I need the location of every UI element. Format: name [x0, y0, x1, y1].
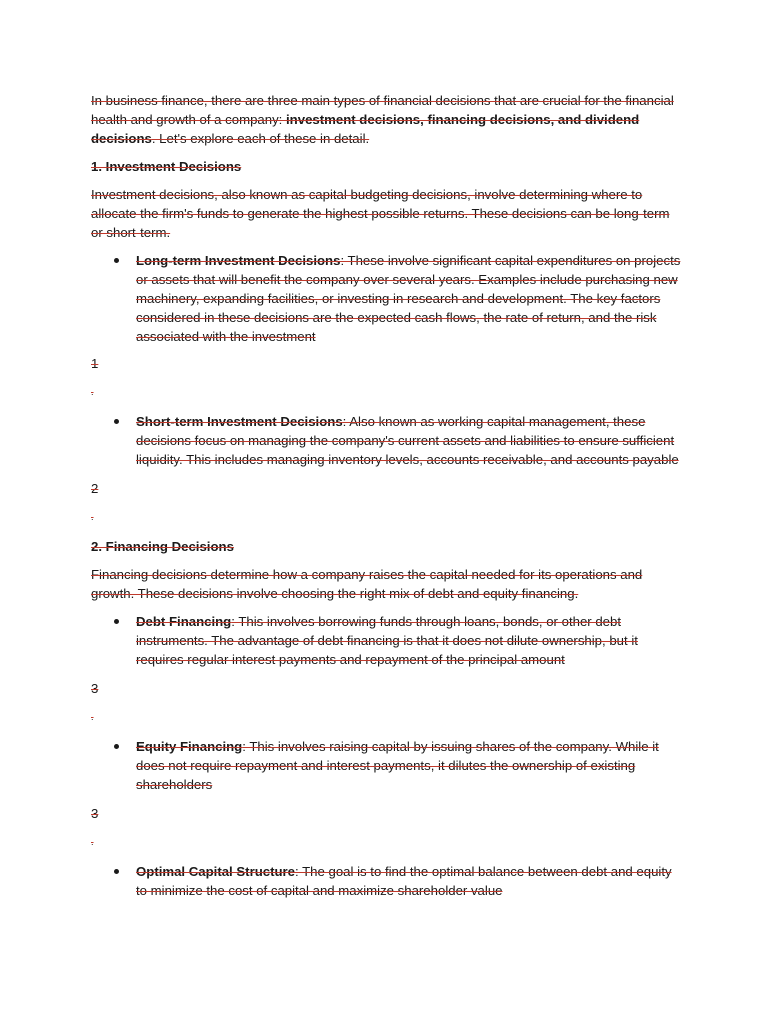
intro-paragraph: [91, 91, 681, 148]
footnote-ref: 3: [91, 806, 99, 821]
short-term-text: : Also known as working capital management, these decisions focus on managing the company's current assets and liabilities to ensure sufficient liquidity. This includes managing inventory levels, accounts receivable, and accounts payable: [136, 414, 679, 467]
list-item: [136, 412, 681, 469]
footnote-ref: 2: [91, 481, 99, 496]
long-term-title: Long-term Investment Decisions: [136, 253, 341, 268]
list-item: [136, 612, 681, 669]
list-item: [136, 862, 681, 900]
intro-tail: . Let's explore each of these in detail.: [151, 131, 370, 146]
intro-bold: investment decisions, financing decisions, and dividend decisions: [91, 112, 640, 146]
equity-title: Equity Financing: [136, 739, 243, 754]
short-term-title: Short-term Investment Decisions: [136, 414, 343, 429]
bullet-icon: [114, 744, 119, 749]
document-page: [91, 91, 681, 900]
debt-title: Debt Financing: [136, 614, 232, 629]
financing-description: Financing decisions determine how a company raises the capital needed for its operations and growth. These decisions involve choosing the right mix of debt and equity financing.: [91, 567, 643, 601]
intro-lead: In business finance, there are three main types of financial decisions that are crucial for the financial health and growth of a company:: [91, 93, 674, 127]
equity-text: : This involves raising capital by issuing shares of the company. While it does not require repayment and interest payments, it dilutes the ownership of existing shareholders: [136, 739, 659, 792]
financing-list-equity: [91, 737, 681, 794]
debt-text: : This involves borrowing funds through loans, bonds, or other debt instruments. The advantage of debt financing is that it does not dilute ownership, but it requires regular interest payments and repayment of the principal amount: [136, 614, 638, 667]
optimal-title: Optimal Capital Structure: [136, 864, 296, 879]
financing-list-optimal: [91, 862, 681, 900]
investment-list-long: [91, 251, 681, 346]
investment-list-short: [91, 412, 681, 469]
footnote-dot: .: [91, 512, 94, 522]
footnote-ref: 3: [91, 681, 99, 696]
bullet-icon: [114, 258, 119, 263]
financing-heading: 2. Financing Decisions: [91, 539, 234, 554]
footnote-dot: .: [91, 387, 94, 397]
bullet-icon: [114, 869, 119, 874]
optimal-text: : The goal is to find the optimal balance between debt and equity to minimize the cost of capital and maximize shareholder value: [136, 864, 672, 898]
footnote-dot: .: [91, 837, 94, 847]
investment-description: Investment decisions, also known as capital budgeting decisions, involve determining where to allocate the firm's funds to generate the highest possible returns. These decisions can be long-term or short-term.: [91, 187, 670, 240]
footnote-dot: .: [91, 712, 94, 722]
long-term-text: : These involve significant capital expenditures on projects or assets that will benefit the company over several years. Examples include purchasing new machinery, expanding facilities, or investing in research and development. The key factors considered in these decisions are the expected cash flows, the rate of return, and the risk associated with the investment: [136, 253, 681, 344]
bullet-icon: [114, 619, 119, 624]
list-item: [136, 251, 681, 346]
financing-list-debt: [91, 612, 681, 669]
footnote-ref: 1: [91, 356, 99, 371]
list-item: [136, 737, 681, 794]
investment-heading: 1. Investment Decisions: [91, 159, 242, 174]
bullet-icon: [114, 419, 119, 424]
